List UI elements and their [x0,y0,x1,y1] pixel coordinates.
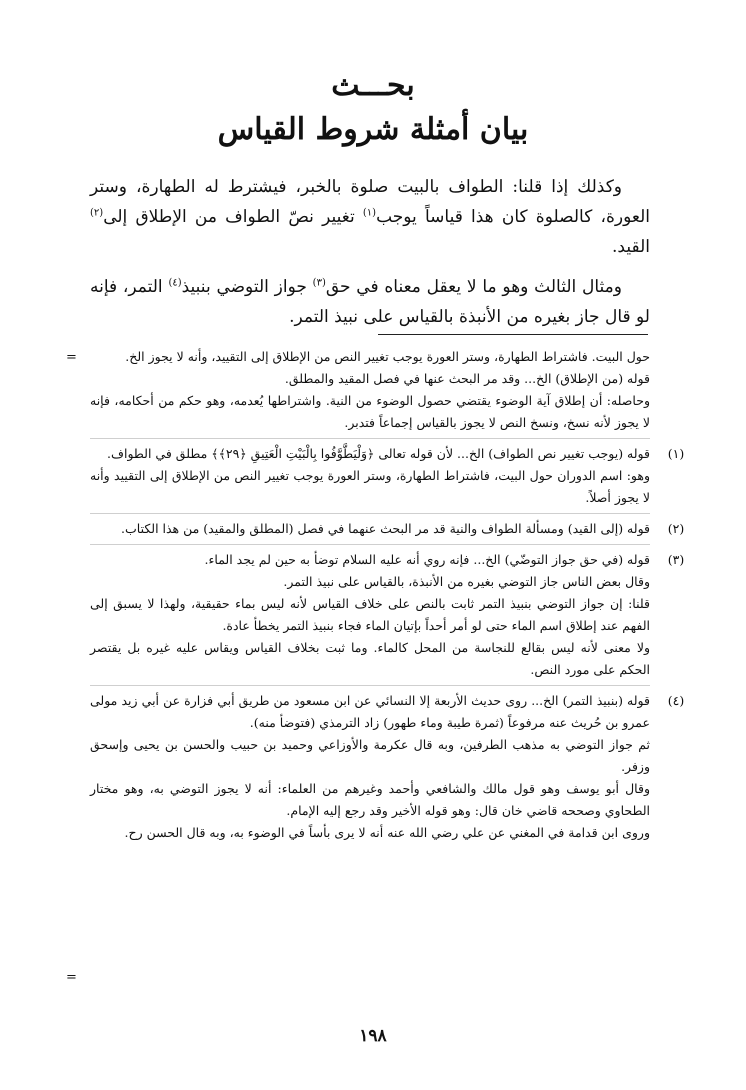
paragraph-2-part-a: ومثال الثالث وهو ما لا يعقل معناه في حق [325,277,622,297]
paragraph-2-part-c: التمر، فإنه لو قال جاز بغيره من الأنبذة بالقياس على نبيذ التمر. [90,277,650,327]
section-subtitle: بيان أمثلة شروط القياس [217,112,529,147]
footnote-separator [90,513,650,514]
footnote-ref-4[interactable]: (٤) [168,277,182,289]
footnote-line: ولا معنى لأنه ليس بقالع للنجاسة من المحل كالماء. وما ثبت بخلاف القياس ويقاس عليه غيره بل يقتصر الحكم على مورد النص. [90,640,650,677]
paragraph-2-part-b: جواز التوضي بنبيذ [181,277,313,297]
footnote-separator [90,685,650,686]
paragraph-1-part-a: وكذلك إذا قلنا: الطواف بالبيت صلوة بالخبر، فيشترط له الطهارة، وستر العورة، كالصلوة كان هذا قياساً يوجب [90,177,650,227]
page-number: ١٩٨ [359,1026,387,1046]
footnote-separator [90,438,650,439]
footnote-line: قوله (إلى القيد) ومسألة الطواف والنية قد مر البحث عنهما في فصل (المطلق والمقيد) من هذا الكتاب. [121,521,650,536]
footnote-line: قلنا: إن جواز التوضي بنبيذ التمر ثابت بالنص على خلاف القياس لأنه ليس بماء حقيقية، ولهذا لا يسبق إلى الفهم عند إطلاق اسم الماء حتى لو أمر أحداً بإتيان الماء فجاء بنبيذ التمر يخطأ عادة. [90,596,650,633]
footnote-line: وحاصله: أن إطلاق آية الوضوء يقتضي حصول الوضوء من النية. واشتراطها يُعدمه، وهو حكم من أحكامه، فإنه لا يجوز لأنه نسخ، ونسخ النص لا يجوز بالقياس إجماعاً فتدبر. [90,393,650,430]
footnote-divider [378,334,648,335]
main-text [90,172,650,342]
paragraph-1-part-c: القيد. [612,237,650,257]
footnote-number: (٤) [667,693,685,708]
footnote-line: قوله (في حق جواز التوضّي) الخ... فإنه روي أنه عليه السلام توضأ به حين لم يجد الماء. [204,552,650,567]
footnote-line: حول البيت. فاشتراط الطهارة، وستر العورة يوجب تغيير النص من الإطلاق إلى التقييد، وأنه لا يجوز الخ. [125,349,650,364]
footnote-line: وروى ابن قدامة في المغني عن علي رضي الله عنه أنه لا يرى بأساً في الوضوء به، وبه قال الحسن رح. [124,825,650,840]
footnote-ref-3[interactable]: (٣) [312,277,326,289]
footnotes [90,346,685,848]
paragraph-1 [90,172,650,262]
footnote-line: وقال بعض الناس جاز التوضي بغيره من الأنبذة، بالقياس على نبيذ التمر. [283,574,650,589]
footnote-number: (٢) [667,521,685,536]
continuation-mark-bottom: = [66,970,77,985]
paragraph-1-part-b: تغيير نصّ الطواف من الإطلاق إلى [103,207,363,227]
footnote-line: وهو: اسم الدوران حول البيت، فاشتراط الطهارة، وستر العورة يوجب تغيير النص من الإطلاق إلى التقييد وأنه لا يجوز أصلاً. [90,468,650,505]
footnote-2 [90,518,685,540]
section-title: بحـــث [331,68,415,103]
footnote-line: قوله (بنبيذ التمر) الخ... روى حديث الأربعة إلا النسائي عن ابن مسعود من طريق أبي فزارة عن أبي زيد مولى عمرو بن حُريث عنه مرفوعاً (ثمرة طيبة وماء طهور) زاد الترمذي (فتوضأ منه). [90,693,650,730]
footnote-line: قوله (يوجب تغيير نص الطواف) الخ... لأن قوله تعالى ﴿وَلْيَطَّوَّفُوا بِالْبَيْتِ الْعَتِيقِ ﴿٢٩﴾﴾ مطلق في الطواف. [107,446,650,461]
continuation-mark-top: = [66,350,77,365]
footnote-4 [90,690,685,844]
footnote-3 [90,549,685,681]
footnote-ref-2[interactable]: (٢) [90,207,104,219]
footnote-line: وقال أبو يوسف وهو قول مالك والشافعي وأحمد وغيرهم من العلماء: أنه لا يجوز التوضي به، وهو مختار الطحاوي وصححه قاضي خان قال: وهو قوله الأخير وقد رجع إليه الإمام. [90,781,650,818]
paragraph-2 [90,272,650,332]
footnote-1 [90,443,685,509]
footnote-line: قوله (من الإطلاق) الخ... وقد مر البحث عنها في فصل المقيد والمطلق. [284,371,650,386]
footnote-ref-1[interactable]: (١) [362,207,377,219]
footnote-number: (٣) [667,552,685,567]
footnote-line: ثم جواز التوضي به مذهب الطرفين، وبه قال عكرمة والأوزاعي وحميد بن حبيب والحسن بن يحيى وإسحق وزفر. [90,737,650,774]
footnote-continued [90,346,650,434]
footnote-number: (١) [667,446,685,461]
footnote-separator [90,544,650,545]
